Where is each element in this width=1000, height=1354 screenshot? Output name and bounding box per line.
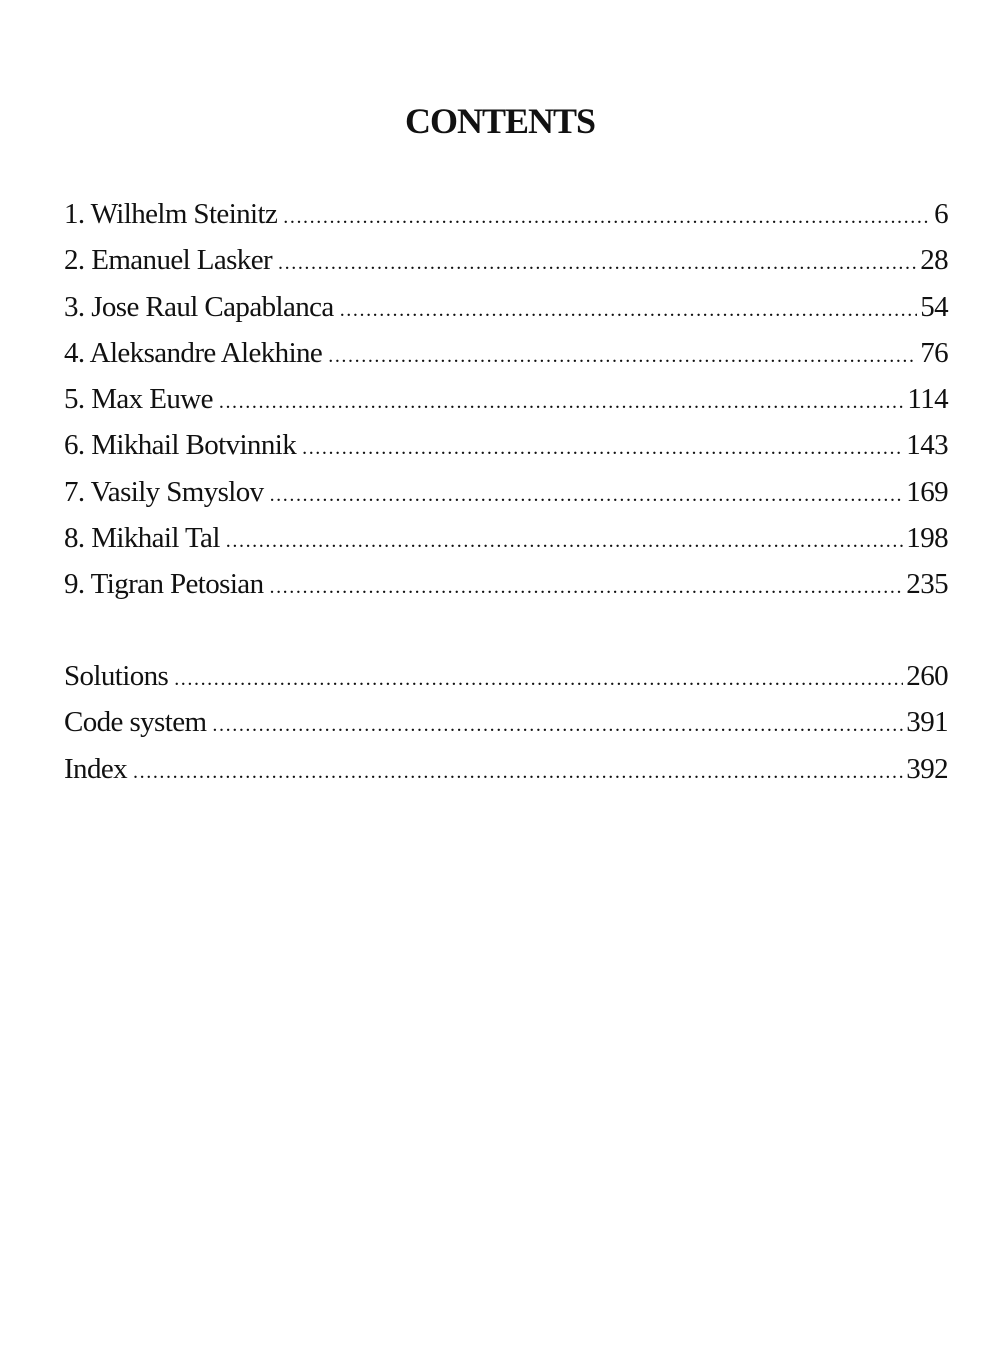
entry-page-number: 235 [906, 568, 948, 601]
toc-entry[interactable] [64, 706, 948, 752]
entry-label: 1. Wilhelm Steinitz [64, 198, 278, 230]
entry-page-number: 143 [906, 429, 948, 462]
toc-entry[interactable] [64, 476, 948, 522]
entry-page-number: 114 [907, 383, 948, 416]
dot-leader [269, 576, 903, 599]
appendix-list [64, 660, 948, 799]
toc-entry[interactable] [64, 568, 948, 614]
toc-entry[interactable] [64, 337, 948, 383]
entry-label: 6. Mikhail Botvinnik [64, 429, 297, 462]
toc-entry[interactable] [64, 198, 948, 244]
dot-leader [340, 299, 918, 322]
dot-leader [283, 206, 931, 229]
entry-page-number: 54 [920, 290, 948, 323]
entry-page-number: 169 [906, 475, 948, 508]
entry-label: 9. Tigran Petosian [64, 568, 264, 601]
entry-page-number: 260 [906, 660, 948, 692]
entry-label: 7. Vasily Smyslov [64, 475, 264, 508]
entry-label: 3. Jose Raul Capablanca [64, 290, 334, 323]
entry-page-number: 76 [920, 336, 948, 369]
toc-entry[interactable] [64, 522, 948, 568]
entry-label: Code system [64, 706, 207, 739]
entry-label: Index [64, 752, 128, 785]
toc-entry[interactable] [64, 383, 948, 429]
entry-page-number: 391 [906, 706, 948, 739]
dot-leader [302, 437, 903, 460]
dot-leader [212, 714, 903, 737]
entry-label: Solutions [64, 660, 169, 692]
dot-leader [133, 761, 903, 784]
toc-entry[interactable] [64, 291, 948, 337]
entry-page-number: 6 [934, 198, 948, 230]
dot-leader [270, 484, 904, 507]
entry-page-number: 28 [920, 244, 948, 277]
dot-leader [226, 530, 904, 553]
entry-page-number: 198 [906, 522, 948, 555]
entry-label: 8. Mikhail Tal [64, 522, 220, 555]
entry-page-number: 392 [906, 752, 948, 785]
entry-label: 4. Aleksandre Alekhine [64, 336, 323, 369]
toc-entry[interactable] [64, 753, 948, 799]
toc-entry[interactable] [64, 660, 948, 706]
entry-label: 2. Emanuel Lasker [64, 244, 273, 277]
chapter-list [64, 198, 948, 615]
dot-leader [174, 668, 903, 691]
toc-entry[interactable] [64, 429, 948, 475]
entry-label: 5. Max Euwe [64, 383, 213, 416]
dot-leader [219, 391, 905, 414]
dot-leader [278, 252, 917, 275]
dot-leader [328, 345, 917, 368]
toc-entry[interactable] [64, 244, 948, 290]
page-title: CONTENTS [404, 101, 596, 141]
